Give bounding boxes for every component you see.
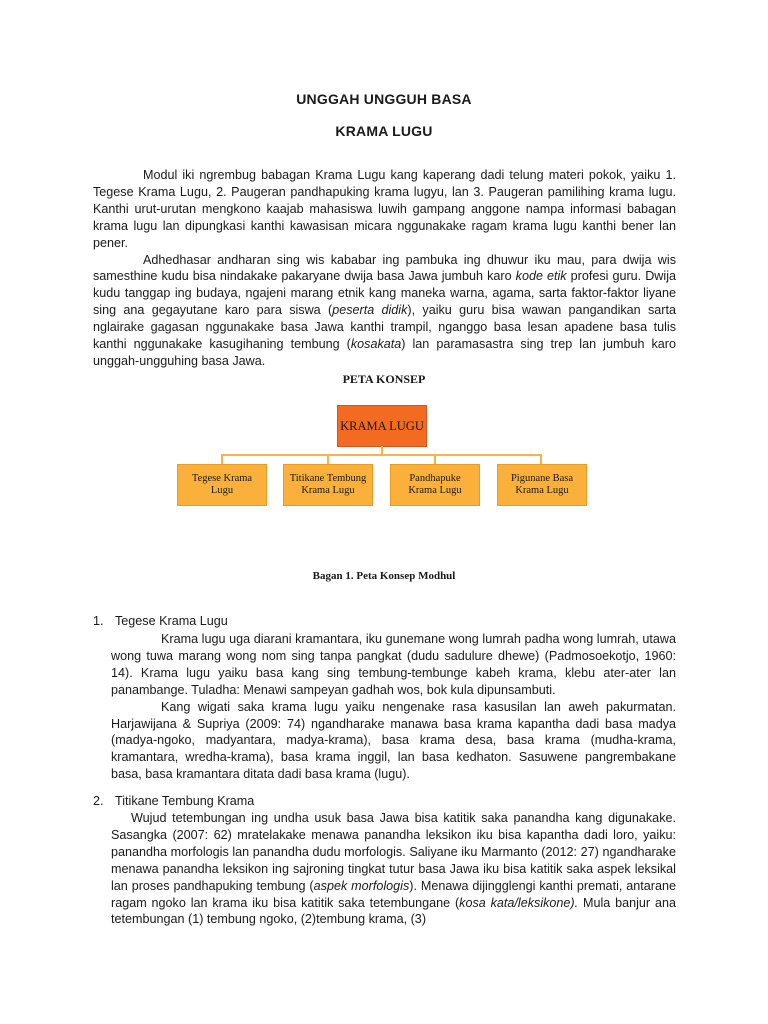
text-run: Adhedhasar andharan sing wis kababar ing pambuka ing dhuwur iku mau, para dwija wis samesthine kudu bisa nindakake pakaryane dwija basa Jawa jumbuh karo [93, 252, 676, 284]
concept-child-box [390, 464, 480, 506]
section-title: Titikane Tembung Krama [115, 794, 255, 808]
section-heading [93, 613, 228, 630]
section-body [111, 631, 676, 783]
concept-child-label: Pandhapuke [409, 473, 461, 484]
intro-text [93, 167, 676, 370]
text-run: Wujud tetembungan ing undha usuk basa Jawa bisa katitik saka panandha kang digunakake. Sasangka (2007: 62) mratelakake menawa panandha leksikon iku bisa kapantha dadi loro, yaiku: panandha morfologis lan panandha dudu morfologis. Saliyane iku Marmanto (2012: 27) ngandharake menawa panandha leksikon ing sajroning tingkat tutur basa Jawa iku bisa katitik saka aspek leksikal lan proses pandhapuking tembung ( [111, 811, 676, 893]
italic-term: aspek morfologis [313, 878, 410, 893]
intro-paragraph-2 [93, 252, 676, 370]
section-title: Tegese Krama Lugu [115, 614, 228, 628]
italic-term: kosa kata/leksikone). [459, 895, 579, 910]
section-body [111, 810, 676, 928]
concept-root-label: KRAMA LUGU [340, 419, 424, 433]
text-run: ) lan paramasastra sing trep lan jumbuh karo unggah-ungguhing basa Jawa. [93, 337, 677, 368]
diagram-caption: Bagan 1. Peta Konsep Modhul [312, 570, 456, 582]
concept-child-label: Krama Lugu [515, 485, 569, 496]
concept-child-label: Tegese Krama [191, 473, 253, 484]
section-number: 2. [93, 794, 104, 808]
concept-child-label: Titikane Tembung [289, 473, 367, 484]
concept-child-label: Krama Lugu [408, 485, 462, 496]
connector-line [540, 454, 542, 464]
section-paragraph: Krama lugu uga diarani kramantara, iku gunemane wong lumrah padha wong lumrah, utawa wong tuwa marang wong nom sing tanpa pangkat (dudu sadulure dhewe) (Padmosoekotjo, 1960: 14). Krama lugu yaiku basa kang sing tembung-tembunge kabeh krama, klebu ater-ater lan panambange. Tuladha: Menawi sampeyan gadhah wos, bok kula dipunsambuti. [111, 632, 676, 697]
page-title: UNGGAH UNGGUH BASA [296, 91, 472, 107]
text-run: ). Menawa dijingglengi kanthi premati, antarane ragam ngoko lan krama iku bisa katitik saka tetembungane ( [111, 878, 676, 910]
section-heading [93, 793, 254, 810]
section-number: 1. [93, 614, 104, 628]
page-subtitle: KRAMA LUGU [335, 123, 433, 139]
connector-line [434, 454, 436, 464]
concept-child-label: Lugu [210, 485, 234, 496]
connector-line [221, 454, 223, 464]
concept-child-box [283, 464, 373, 506]
concept-child-box [497, 464, 587, 506]
text-run: ), yaiku guru bisa wawan pangandikan sarta nglairake gagasan nggunakake basa Jawa kanthi trampil, nganggo basa lesan apadene basa tulis kanthi nggunakake kasugihaning tembung ( [93, 303, 676, 352]
section-paragraph: Kang wigati saka krama lugu yaiku nengenake rasa kasusilan lan aweh pakurmatan. Harjawijana & Supriya (2009: 74) ngandharake manawa basa krama kapantha dadi basa madya (madya-ngoko, madyantara, madya-krama), basa krama desa, basa krama (mudha-krama, kramantara, wredha-krama), basa krama inggil, lan basa kedhaton. Sasuwene pangrembakane basa, basa kramantara ditata dadi basa krama (lugu). [111, 699, 676, 782]
concept-child-label: Krama Lugu [301, 485, 355, 496]
text-run: Mula banjur ana tetembungan (1) tembung ngoko, (2)tembung krama, (3) [111, 895, 676, 927]
section-paragraph [111, 810, 676, 928]
concept-root-box [337, 405, 427, 447]
text-run: profesi guru. Dwija kudu tanggap ing budaya, ngajeni marang etnik kang maneka warna, agama, sarta faktor-faktor liyane sing ana gegayutane karo para siswa ( [93, 269, 677, 318]
diagram-title: PETA KONSEP [342, 372, 426, 386]
italic-term: peserta didik [332, 303, 408, 318]
intro-paragraph-1: Modul iki ngrembug babagan Krama Lugu kang kaperang dadi telung materi pokok, yaiku 1. Tegese Krama Lugu, 2. Paugeran pandhapuking krama lugyu, lan 3. Paugeran pamilihing krama lugu. Kanthi urut-urutan mengkono kaajab mahasiswa luwih gampang anggone nampa informasi babagan krama lugu lan dipungkasi kanthi kawasisan micara nggunakake ragam krama lugu kanthi bener lan pener. [93, 168, 676, 250]
connector-line [327, 454, 329, 464]
concept-child-label: Pigunane Basa [510, 473, 574, 484]
italic-term: kosakata [350, 337, 402, 352]
italic-term: kode etik [515, 269, 567, 284]
concept-child-box [177, 464, 267, 506]
connector-line [221, 454, 541, 456]
